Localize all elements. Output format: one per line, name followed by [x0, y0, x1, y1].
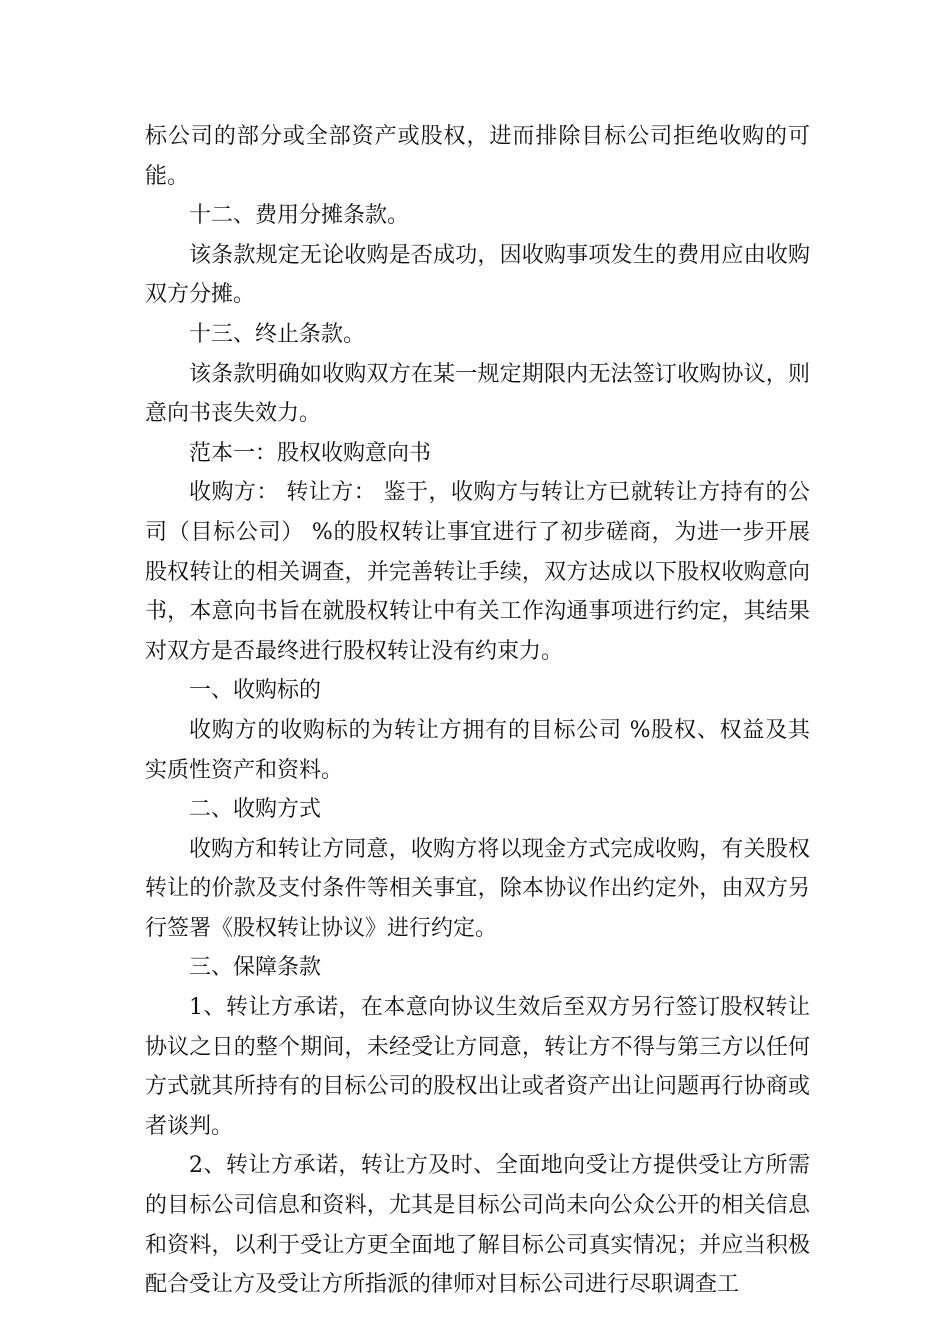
paragraph-1: 标公司的部分或全部资产或股权，进而排除目标公司拒绝收购的可能。 — [145, 124, 810, 189]
paragraph-10: 二、收购方式 — [189, 797, 322, 823]
paragraph-4: 十三、终止条款。 — [189, 321, 366, 347]
paragraph-3: 该条款规定无论收购是否成功，因收购事项发生的费用应由收购双方分摊。 — [145, 242, 810, 308]
paragraph-2: 十二、费用分摊条款。 — [189, 203, 410, 229]
paragraph-8: 一、收购标的 — [189, 678, 322, 704]
document-body — [145, 117, 810, 1305]
paragraph-7: 收购方： 转让方： 鉴于，收购方与转让方已就转让方持有的公司（目标公司） %的股权转让事宜进行了初步磋商，为进一步开展股权转让的相关调查，并完善转让手续，双方达成以下股权收购意向书，本意向书旨在就股权转让中有关工作沟通事项进行约定，其结果对双方是否最终进行股权转让没有约束力。 — [145, 480, 810, 664]
paragraph-14: 2、转让方承诺，转让方及时、全面地向受让方提供受让方所需的目标公司信息和资料，尤其是目标公司尚未向公众公开的相关信息和资料，以利于受让方更全面地了解目标公司真实情况；并应当积极配合受让方及受让方所指派的律师对目标公司进行尽职调查工 — [145, 1153, 810, 1298]
paragraph-11: 收购方和转让方同意，收购方将以现金方式完成收购，有关股权转让的价款及支付条件等相关事宜，除本协议作出约定外，由双方另行签署《股权转让协议》进行约定。 — [145, 836, 810, 941]
paragraph-13: 1、转让方承诺，在本意向协议生效后至双方另行签订股权转让协议之日的整个期间，未经受让方同意，转让方不得与第三方以任何方式就其所持有的目标公司的股权出让或者资产出让问题再行协商或者谈判。 — [145, 995, 810, 1139]
paragraph-5: 该条款明确如收购双方在某一规定期限内无法签订收购协议，则意向书丧失效力。 — [145, 361, 810, 427]
paragraph-9: 收购方的收购标的为转让方拥有的目标公司 %股权、权益及其实质性资产和资料。 — [145, 717, 810, 783]
paragraph-6: 范本一：股权收购意向书 — [189, 440, 432, 466]
paragraph-12: 三、保障条款 — [189, 955, 322, 981]
